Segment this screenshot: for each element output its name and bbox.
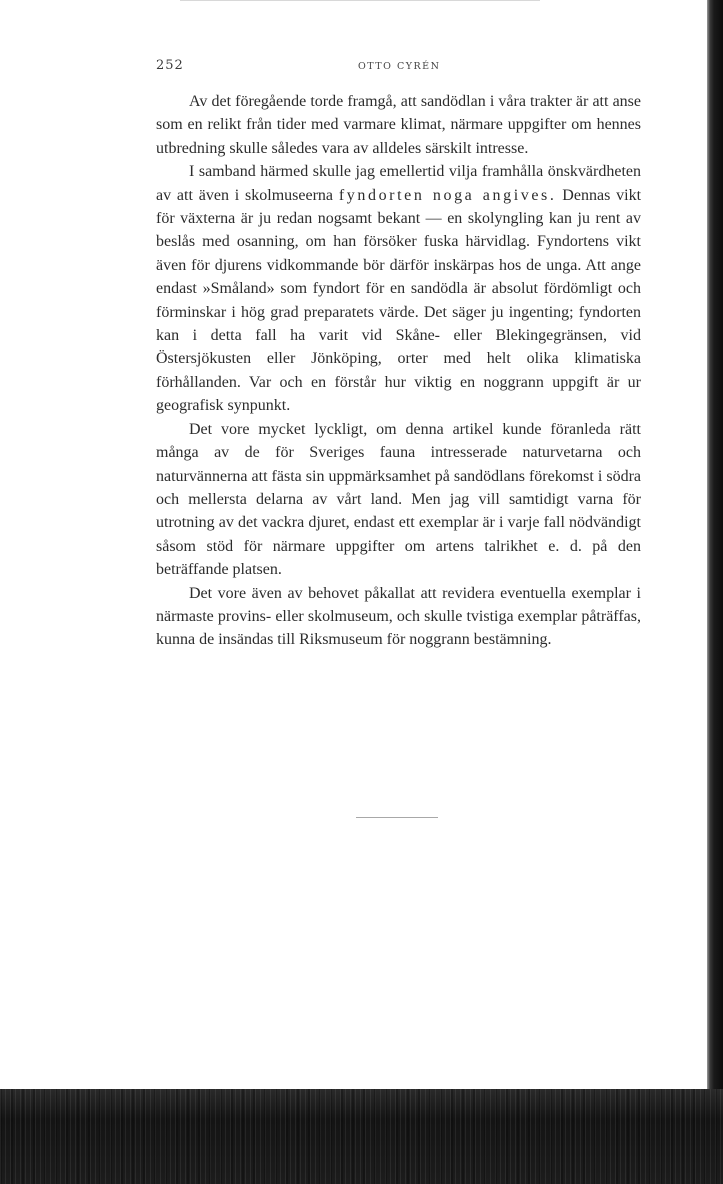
paragraph-2-rest: Dennas vikt för växterna är ju redan nogsamt bekant — en skolyngling kan ju rent av beslås med osanning, om han försöker fuska härvidlag. Fyndortens vikt även för djurens vidkommande bör därför inskärpas hos de unga. Att ange endast »Småland» som fyndort för en sandödla är absolut fördömligt och förminskar i hög grad preparatets värde. Det säger ju ingenting; fyndorten kan i detta fall ha varit vid Skåne- eller Blekingegränsen, vid Östersjökusten eller Jönköping, orter med helt olika klimatiska förhållanden. Var och en förstår hur viktig en noggrann uppgift är ur geografisk synpunkt.	[156, 186, 642, 415]
page-number: 252	[156, 58, 184, 73]
paragraph-2-start: I samband härmed skulle jag emellertid vilja framhålla önskvärdheten av att även i skolmuseerna	[156, 163, 641, 204]
end-rule	[356, 817, 438, 818]
article-body	[156, 90, 641, 652]
paragraph-4: Det vore även av behovet påkallat att revidera eventuella exemplar i närmaste provins- eller skolmuseum, och skulle tvistiga exemplar påträffas, kunna de insändas till Riksmuseum för noggrann bestämning.	[156, 584, 641, 649]
scan-right-edge	[707, 0, 723, 1184]
paragraph-3: Det vore mycket lyckligt, om denna artikel kunde föranleda rätt många av de för Sveriges fauna intresserade naturvetarna och naturvännerna att fästa sin uppmärksamhet på sandödlans förekomst i södra och mellersta delarna av vårt land. Men jag vill samtidigt varna för utrotning av det vackra djuret, endast ett exemplar är i varje fall nödvändigt såsom stöd för närmare uppgifter om artens talrikhet e. d. på den beträffande platsen.	[156, 420, 641, 579]
paragraph-1: Av det föregående torde framgå, att sandödlan i våra trakter är att anse som en relikt från tider med varmare klimat, närmare uppgifter om hennes utbredning skulle således vara av alldeles särskilt intresse.	[156, 93, 641, 157]
running-head-author: OTTO CYRÉN	[358, 61, 441, 72]
paragraph-2	[156, 160, 641, 417]
spaced-emphasis: fyndorten noga angives.	[338, 186, 557, 204]
scan-bottom-band	[0, 1089, 723, 1184]
page-top-edge	[180, 0, 540, 1]
